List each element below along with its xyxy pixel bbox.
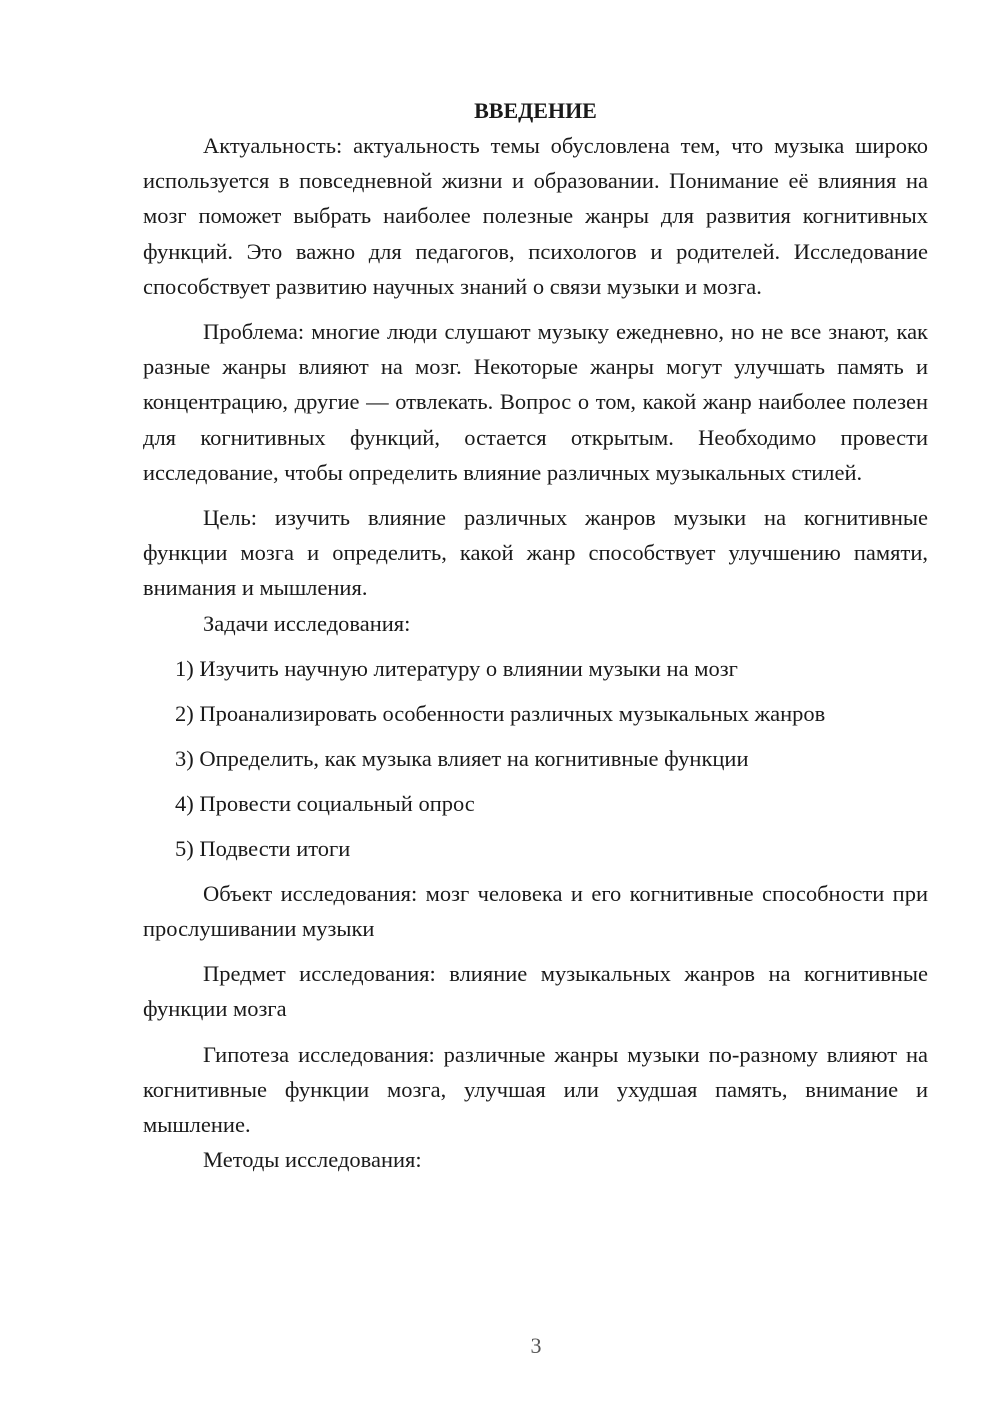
problem-paragraph: Проблема: многие люди слушают музыку ежедневно, но не все знают, как разные жанры влияют на мозг. Некоторые жанры могут улучшать память и концентрацию, другие — отвлекать. Вопрос о том, какой жанр наиболее полезен для когнитивных функций, остается открытым. Необходимо провести исследование, чтобы определить влияние различных музыкальных стилей. (143, 319, 928, 485)
subject-paragraph: Предмет исследования: влияние музыкальных жанров на когнитивные функции мозга (143, 961, 928, 1022)
methods-heading: Методы исследования: (203, 1147, 422, 1173)
tasks-heading: Задачи исследования: (203, 610, 411, 636)
page-content (143, 94, 928, 1177)
tasks-list (143, 651, 928, 866)
object-paragraph: Объект исследования: мозг человека и его когнитивные способности при прослушивании музыки (143, 880, 928, 942)
list-item: 3) Определить, как музыка влияет на когнитивные функции (175, 745, 749, 771)
goal-paragraph: Цель: изучить влияние различных жанров музыки на когнитивные функции мозга и определить, какой жанр способствует улучшению памяти, внимания и мышления. (143, 505, 928, 601)
list-item: 1) Изучить научную литературу о влиянии музыки на мозг (175, 655, 738, 681)
list-item: 4) Провести социальный опрос (175, 790, 475, 816)
page-title: ВВЕДЕНИЕ (474, 98, 597, 123)
page-number: 3 (530, 1333, 542, 1358)
hypothesis-paragraph: Гипотеза исследования: различные жанры музыки по-разному влияют на когнитивные функции мозга, улучшая или ухудшая память, внимание и мышление. (143, 1041, 928, 1138)
list-item: 2) Проанализировать особенности различных музыкальных жанров (175, 700, 826, 726)
list-item: 5) Подвести итоги (175, 835, 351, 861)
relevance-paragraph: Актуальность: актуальность темы обусловлена тем, что музыка широко используется в повседневной жизни и образовании. Понимание её влияния на мозг поможет выбрать наиболее полезные жанры для развития когнитивных функций. Это важно для педагогов, психологов и родителей. Исследование способствует развитию научных знаний о связи музыки и мозга. (143, 133, 928, 299)
